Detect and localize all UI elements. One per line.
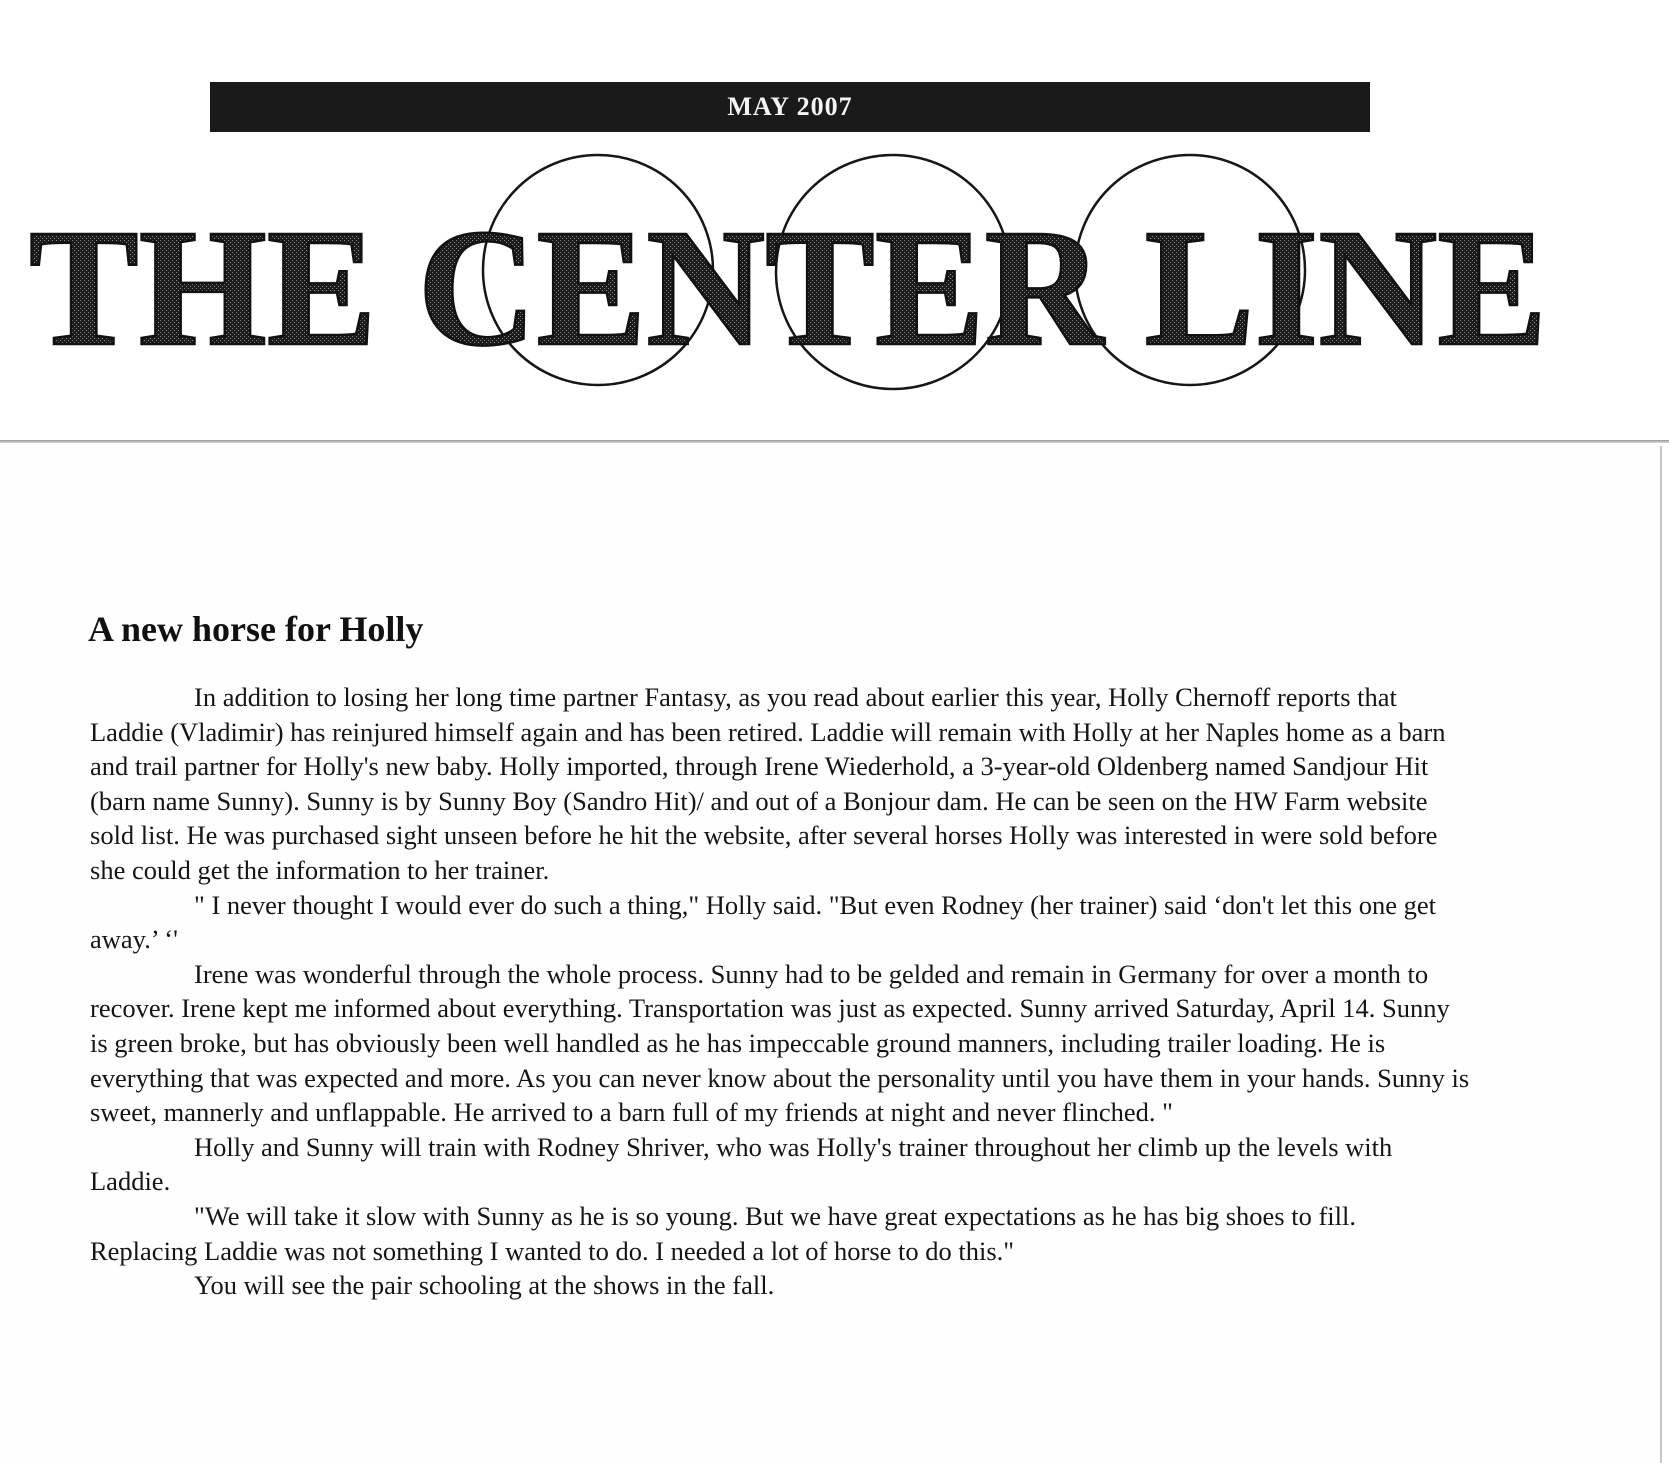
article-body bbox=[90, 680, 1470, 1303]
article-paragraph: In addition to losing her long time partner Fantasy, as you read about earlier this year, Holly Chernoff reports that Laddie (Vladimir) has reinjured himself again and has been retired. Laddie will remain with Holly at her Naples home as a barn and trail partner for Holly's new baby. Holly imported, through Irene Wiederhold, a 3-year-old Oldenberg named Sandjour Hit (barn name Sunny). Sunny is by Sunny Boy (Sandro Hit)/ and out of a Bonjour dam. He can be seen on the HW Farm website sold list. He was purchased sight unseen before he hit the website, after several horses Holly was interested in were sold before she could get the information to her trainer. bbox=[90, 682, 1446, 885]
fold-line bbox=[0, 440, 1669, 443]
masthead-title: THE CENTER LINE bbox=[29, 195, 1547, 381]
date-banner bbox=[210, 82, 1370, 132]
article-headline: A new horse for Holly bbox=[88, 609, 424, 649]
article-paragraph: You will see the pair schooling at the shows in the fall. bbox=[194, 1270, 775, 1301]
article-paragraph: Holly and Sunny will train with Rodney Shriver, who was Holly's trainer throughout her climb up the levels with Laddie. bbox=[90, 1131, 1393, 1197]
article-paragraph: " I never thought I would ever do such a thing," Holly said. "But even Rodney (her trainer) said ‘don't let this one get away.’ ‘' bbox=[90, 889, 1436, 955]
masthead bbox=[0, 140, 1669, 440]
issue-date: MAY 2007 bbox=[727, 92, 853, 121]
article-paragraph: "We will take it slow with Sunny as he is so young. But we have great expectations as he has big shoes to fill. Replacing Laddie was not something I wanted to do. I needed a lot of horse to do this." bbox=[90, 1200, 1356, 1266]
article-paragraph: Irene was wonderful through the whole process. Sunny had to be gelded and remain in Germany for over a month to recover. Irene kept me informed about everything. Transportation was just as expected. Sunny arrived Saturday, April 14. Sunny is green broke, but has obviously been well handled as he has impeccable ground manners, including trailer loading. He is everything that was expected and more. As you can never know about the personality until you have them in your hands. Sunny is sweet, mannerly and unflappable. He arrived to a barn full of my friends at night and never flinched. " bbox=[90, 958, 1470, 1128]
